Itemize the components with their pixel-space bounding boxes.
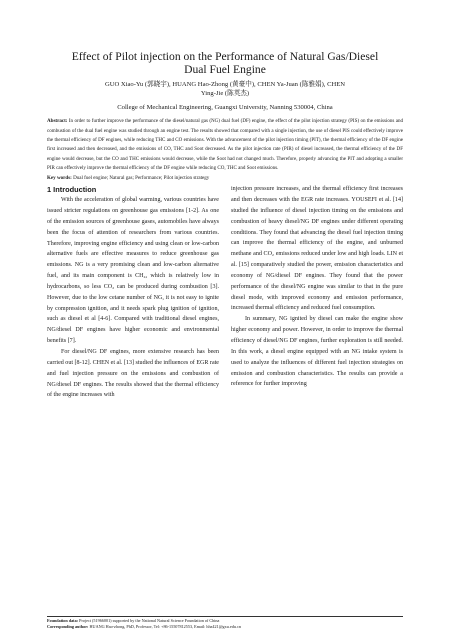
right-column	[231, 184, 403, 401]
left-column	[47, 184, 219, 401]
abstract-label: Abstract:	[47, 118, 68, 125]
paragraph: With the acceleration of global warming, various countries have issued stricter regulations on greenhouse gas emissions [1-2]. As one of the emission sources of greenhouse gases, automobiles have always been the focus of attention of researchers from various countries. Therefore, improving engine efficiency and using clean or low-carbon alternative fuels are effective measures to reduce greenhouse gas emissions. NG is a very promising clean and low-carbon alternative fuel, and its main component is CH₄, which is relatively low in hydrocarbons, so less CO₂ can be produced during combustion [3]. However, due to the low cetane number of NG, it is not easy to ignite by compression ignition, and it needs spark plug ignition of ignition, such as diesel et al [4-6]. Compared with traditional diesel engines, NG/diesel DF engines have higher economic and environmental benefits [7].	[47, 197, 219, 345]
authors-line-2: Ying-Jie (陈英杰)	[200, 90, 250, 98]
paragraph: In summary, NG ignited by diesel can make the engine show higher economy and power. However, in order to improve the thermal efficiency of diesel/NG DF engines, further exploration is still needed. In this work, a diesel engine equipped with an NG intake system is used to analyze the influences of different fuel injection strategies on emission and combustion characteristics. The results can provide a reference for further improving	[231, 316, 403, 388]
corresponding-author-note	[47, 624, 403, 630]
paragraph: injection pressure increases, and the thermal efficiency first increases and then decreases with the EGR rate increases. YOUSEFI et al. [14] studied the influence of diesel injection timing on the emissions and combustion of heavy diesel/NG DF engines under different operating conditions. They found that advancing the diesel fuel injection timing can improve the thermal efficiency of the engine, and unburned methane and CO₂ emissions reduced under low and high loads. LIN et al. [15] comparatively studied the power, emission characteristics and economy of NG/diesel DF engines. They found that the power performance of the diesel/NG engine was similar to that in the pure diesel mode, with improved economy and emission performance, increased thermal efficiency and reduced fuel consumption.	[231, 186, 403, 312]
author-list	[47, 80, 403, 98]
section-heading: 1 Introduction	[47, 185, 97, 195]
abstract	[47, 117, 403, 173]
paper-title	[47, 50, 403, 76]
corresponding-author-text: HUANG Hao-zhong, PhD, Professor, Tel: +86-15507812553, Email: hhz421@gxu.edu.cn	[89, 623, 241, 629]
funding-label: Foundation data:	[47, 618, 79, 623]
authors-line-1: GUO Xiao-Yu (郭晓宇), HUANG Hao-Zhong (黄豪中), CHEN Ya-Juan (陈雅娟), CHEN	[104, 81, 346, 89]
affiliation: College of Mechanical Engineering, Guangxi University, Nanning 530004, China	[117, 104, 333, 112]
keywords-text: Dual fuel engine; Natural gas; Performance; Pilot injection strategy	[73, 175, 210, 182]
corresponding-author-label: Corresponding author:	[47, 623, 89, 629]
footnote	[47, 616, 403, 629]
keywords-label: Key words:	[47, 175, 72, 182]
body-columns	[47, 184, 403, 401]
title-line-2: Dual Fuel Engine	[184, 63, 266, 77]
keywords	[47, 174, 403, 182]
abstract-text: In order to further improve the performance of the diesel/natural gas (NG) dual fuel (DF) engine, the effect of the pilot injection strategy (PIS) on the emissions and combustion of the dual fuel engine was studied through an engine test. The results showed that compared with a single injection, the use of diesel PIS could effectively improve the thermal efficiency of DF engines, while reducing THC and CO emissions. With the advancement of the pilot injection timing (PIT), the thermal efficiency of the DF engine first increased and then decreased, and the emissions of CO, THC and Soot decreased. As the pilot injection rate (PIR) of diesel increased, the thermal efficiency of the DF engine would decrease, but the CO and THC emissions would decrease, while the Soot had not changed much. Therefore, properly advancing the PIT and adopting a smaller PIR can effectively improve the thermal efficiency of the DF engine while reducing CO, THC and Soot emissions.	[47, 118, 404, 171]
funding-text: Project (51966001) supported by the National Natural Science Foundation of China	[79, 618, 220, 623]
title-line-1: Effect of Pilot injection on the Performance of Natural Gas/Diesel	[71, 50, 379, 63]
paragraph: For diesel/NG DF engines, more extensive research has been carried out [8-12]. CHEN et al. [13] studied the influences of EGR rate and fuel injection pressure on the emissions and combustion of NG/diesel DF engines. The results showed that the thermal efficiency of the engine increases with	[47, 349, 219, 399]
